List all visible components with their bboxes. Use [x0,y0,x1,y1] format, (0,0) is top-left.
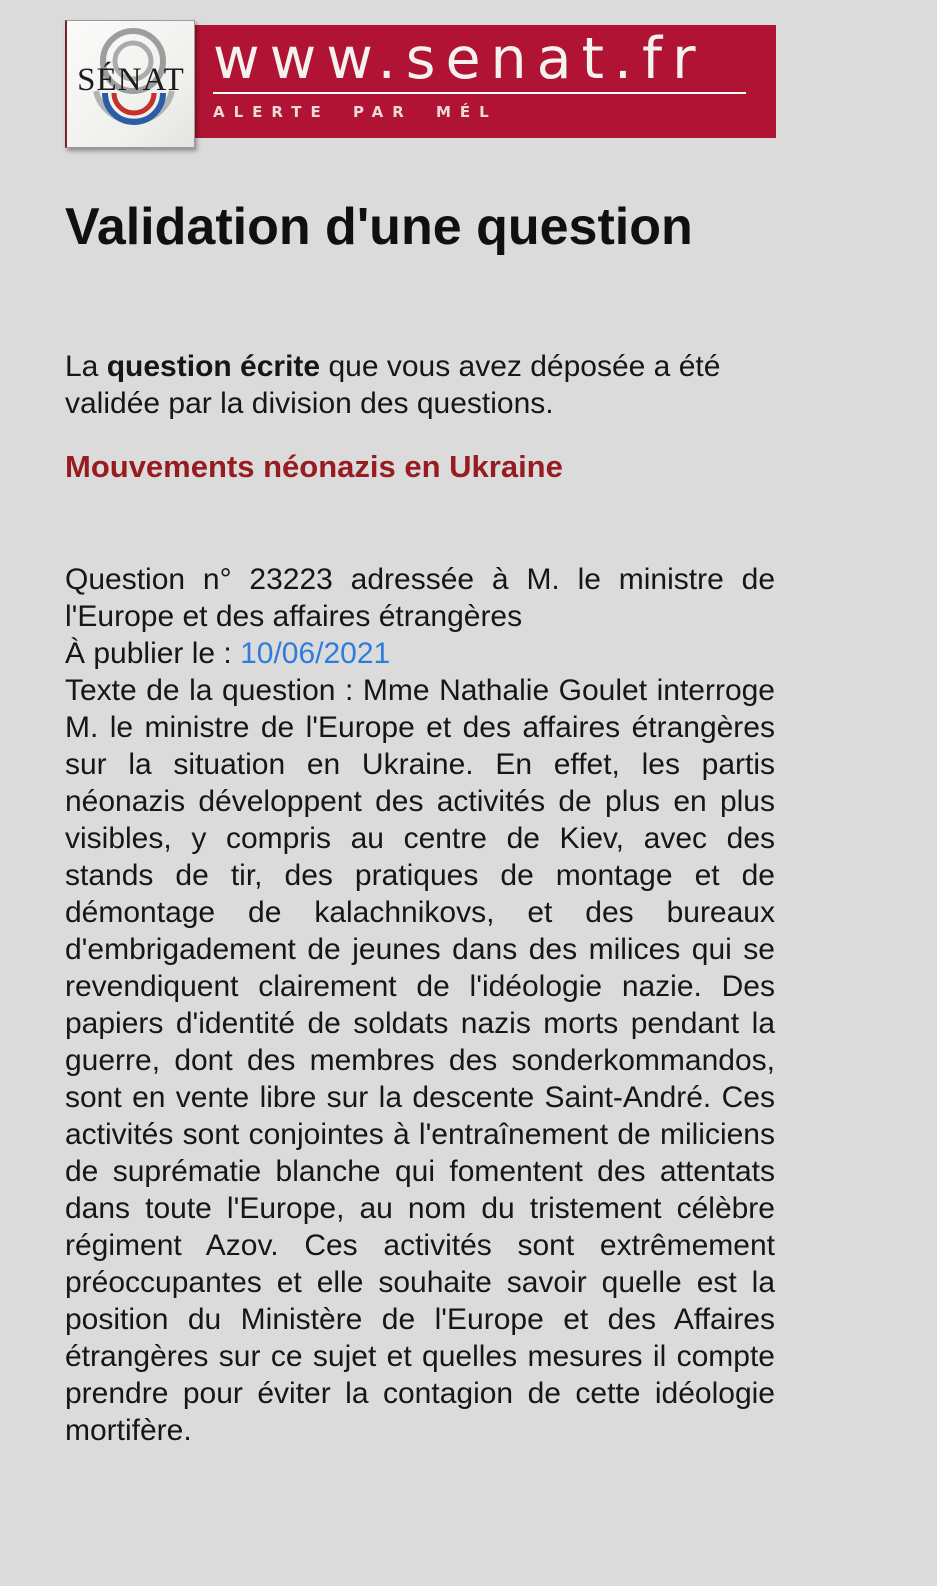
question-details [65,561,775,1449]
intro-text-suffix: que vous avez déposée a été validée par la division des questions. [65,350,721,420]
question-body-text: Texte de la question : Mme Nathalie Goulet interroge M. le ministre de l'Europe et des affaires étrangères sur la situation en Ukraine. En effet, les partis néonazis développent des activités de plus en plus visibles, y compris au centre de Kiev, avec des stands de tir, des pratiques de montage et de démontage de kalachnikovs, et des bureaux d'embrigadement de jeunes dans des milices qui se revendiquent clairement de l'idéologie nazie. Des papiers d'identité de soldats nazis morts pendant la guerre, dont des membres des sonderkommandos, sont en vente libre sur la descente Saint-André. Ces activités sont conjointes à l'entraînement de miliciens de suprématie blanche qui fomentent des attentats dans toute l'Europe, au nom du tristement célèbre régiment Azov. Ces activités sont extrêmement préoccupantes et elle souhaite savoir quelle est la position du Ministère de l'Europe et des Affaires étrangères sur ce sujet et quelles mesures il compte prendre pour éviter la contagion de cette idéologie mortifère. [65,674,775,1447]
intro-paragraph [65,348,775,422]
banner-site-url: www.senat.fr [213,26,706,92]
intro-text-bold: question écrite [106,350,321,383]
publish-date-link[interactable]: 10/06/2021 [240,637,391,670]
senat-logo-link[interactable] [65,20,195,148]
question-subject-heading: Mouvements néonazis en Ukraine [65,449,563,484]
email-content [65,194,775,1449]
senat-logo-icon [67,21,195,147]
banner-tagline: ALERTE PAR MÉL [213,103,498,121]
publish-date-label: À publier le : [65,637,241,670]
intro-text-prefix: La [65,350,107,383]
page-title: Validation d'une question [65,198,693,256]
senat-logo-text: SÉNAT [77,62,185,98]
senat-masthead [65,0,937,148]
banner-divider [213,92,746,94]
senat-banner-link[interactable] [195,25,776,138]
question-number-line: Question n° 23223 adressée à M. le ministre de l'Europe et des affaires étrangères [65,563,775,633]
